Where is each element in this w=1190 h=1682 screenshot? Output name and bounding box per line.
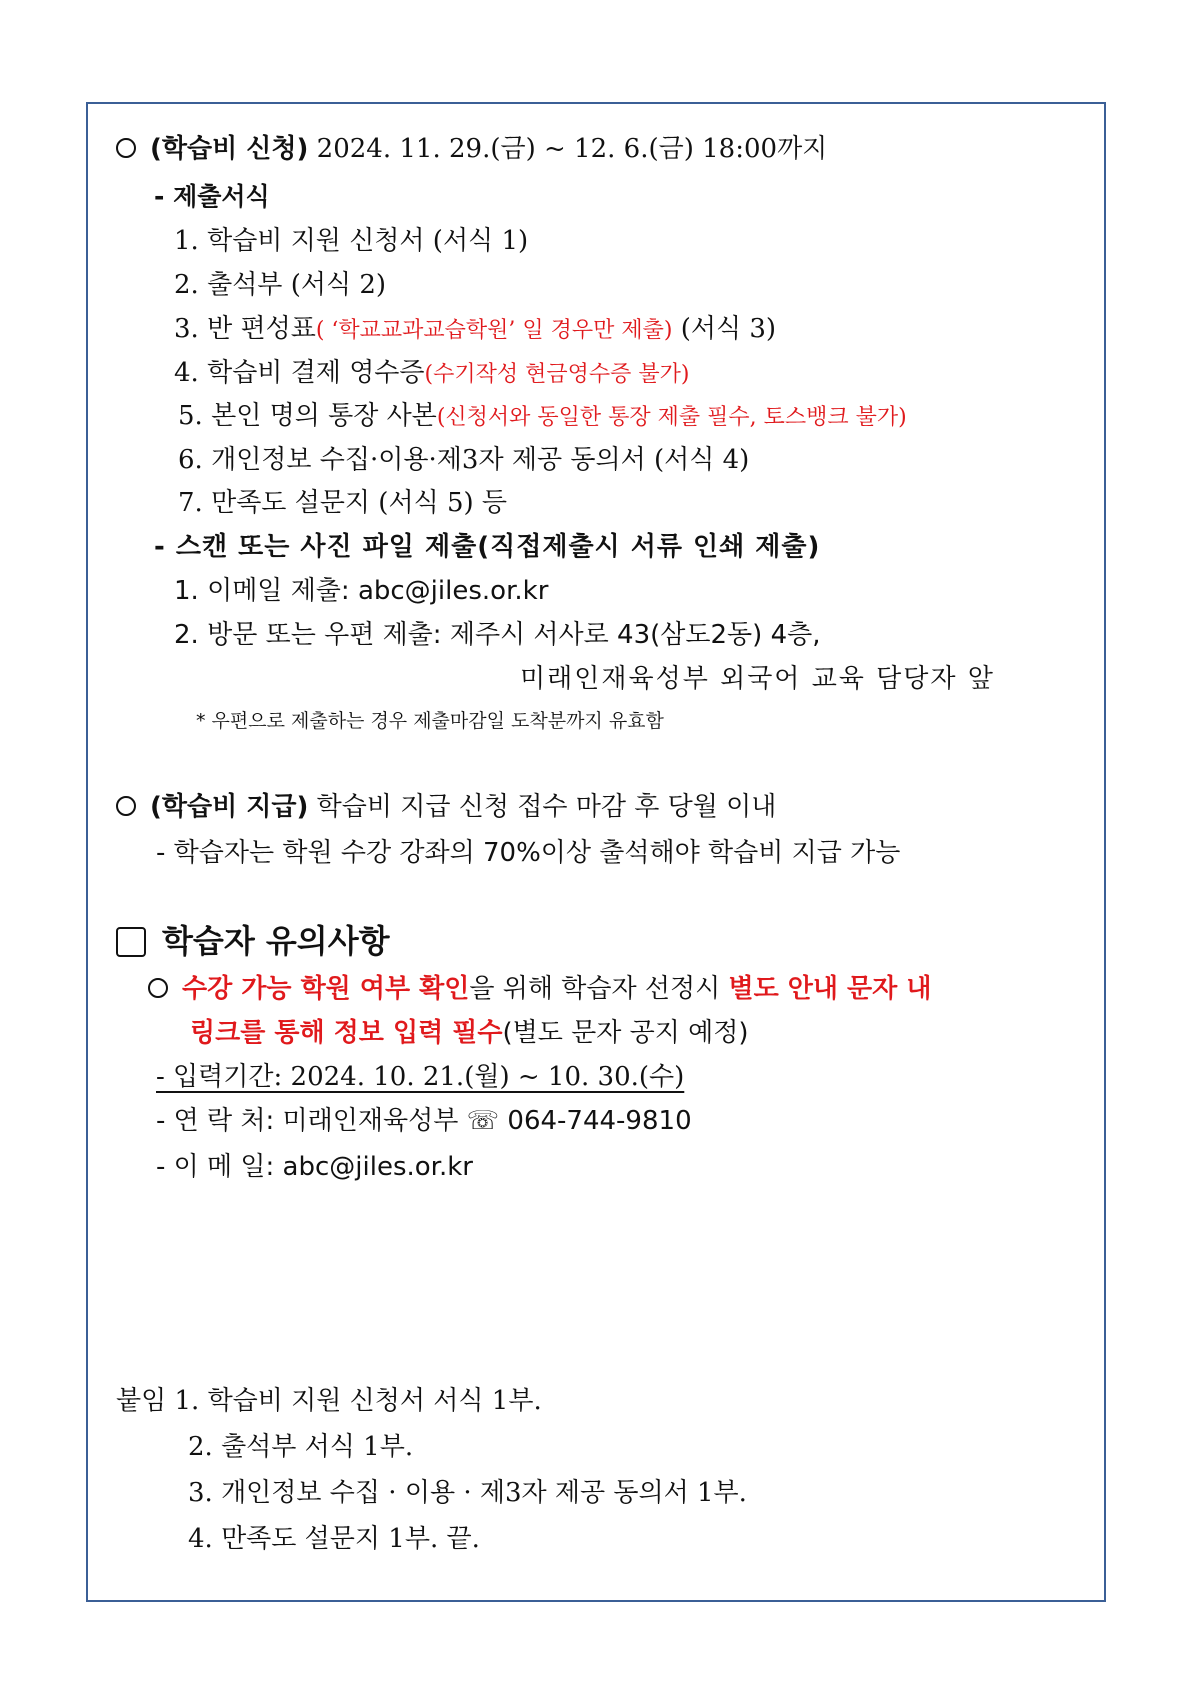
submit-text: 이메일 제출: abc@jiles.or.kr <box>207 576 549 606</box>
circle-bullet-icon <box>148 978 168 998</box>
circle-bullet-icon <box>116 138 136 158</box>
contact-label: - 연 락 처: 미래인재육성부 <box>156 1106 459 1136</box>
attachment-line <box>116 1384 542 1418</box>
form-note: ( ‘학교교과교습학원’ 일 경우만 제출) <box>315 318 673 343</box>
payment-line <box>116 790 776 824</box>
notice-red-3: 링크를 통해 정보 입력 필수 <box>190 1018 503 1048</box>
form-num: 7. <box>178 488 203 518</box>
attachment-item: 1. 학습비 지원 신청서 서식 1부. <box>174 1386 542 1416</box>
form-text: 학습비 결제 영수증 <box>207 358 425 388</box>
submit-item <box>174 618 821 652</box>
submit-text: 방문 또는 우편 제출: 제주시 서사로 43(삼도2동) 4층, <box>207 620 821 650</box>
form-num: 2. <box>174 270 199 300</box>
notice-red-1: 수강 가능 학원 여부 확인 <box>182 974 470 1004</box>
form-item <box>174 312 776 348</box>
circle-bullet-icon <box>116 796 136 816</box>
form-text: 출석부 (서식 2) <box>207 270 387 300</box>
form-note: (수기작성 현금영수증 불가) <box>424 362 690 387</box>
form-item <box>178 486 507 520</box>
forms-title: - 제출서식 <box>154 182 270 211</box>
submit-title: - 스캔 또는 사진 파일 제출(직접제출시 서류 인쇄 제출) <box>154 532 821 562</box>
apply-line <box>116 132 827 166</box>
form-num: 1. <box>174 226 199 256</box>
payment-heading: (학습비 지급) <box>150 792 309 822</box>
form-item <box>174 356 689 392</box>
form-text: 만족도 설문지 (서식 5) 등 <box>211 488 508 518</box>
form-note: (신청서와 동일한 통장 제출 필수, 토스뱅크 불가) <box>436 405 907 430</box>
email-line: - 이 메 일: abc@jiles.or.kr <box>156 1152 473 1182</box>
attachment-label: 붙임 <box>116 1386 167 1416</box>
form-text: 본인 명의 통장 사본 <box>211 401 437 431</box>
notice-title-line <box>116 920 390 965</box>
form-num: 3. <box>174 314 199 344</box>
form-num: 5. <box>178 401 203 431</box>
phone-icon: ☏ <box>466 1106 500 1136</box>
notice-line-1 <box>148 972 931 1006</box>
submit-num: 2. <box>174 620 199 650</box>
form-item <box>178 443 749 477</box>
submit-num: 1. <box>174 576 199 606</box>
form-num: 4. <box>174 358 199 388</box>
input-period <box>156 1060 684 1094</box>
form-text: 개인정보 수집·이용·제3자 제공 동의서 (서식 4) <box>211 445 750 475</box>
form-num: 6. <box>178 445 203 475</box>
form-item <box>178 399 907 435</box>
form-suffix: (서식 3) <box>672 314 777 344</box>
mail-footnote: * 우편으로 제출하는 경우 제출마감일 도착분까지 유효함 <box>196 710 664 732</box>
payment-condition: - 학습자는 학원 수강 강좌의 70%이상 출석해야 학습비 지급 가능 <box>156 838 901 868</box>
submit-item <box>174 574 548 608</box>
notice-title: 학습자 유의사항 <box>162 922 390 960</box>
apply-period: 2024. 11. 29.(금) ~ 12. 6.(금) 18:00까지 <box>308 134 828 164</box>
attachment-item: 3. 개인정보 수집 · 이용 · 제3자 제공 동의서 1부. <box>188 1478 747 1508</box>
notice-black-1: 을 위해 학습자 선정시 <box>469 974 729 1004</box>
notice-black-2: (별도 문자 공지 예정) <box>502 1018 749 1048</box>
form-item <box>174 268 386 302</box>
form-item <box>174 224 528 258</box>
form-text: 학습비 지원 신청서 (서식 1) <box>207 226 529 256</box>
input-period-text: - 입력기간: 2024. 10. 21.(월) ~ 10. 30.(수) <box>156 1062 685 1092</box>
address-line-2: 미래인재육성부 외국어 교육 담당자 앞 <box>520 664 995 694</box>
checkbox-square-icon <box>116 927 146 957</box>
payment-text: 학습비 지급 신청 접수 마감 후 당월 이내 <box>308 792 777 822</box>
contact-line <box>156 1104 692 1138</box>
phone-number: 064-744-9810 <box>499 1106 692 1136</box>
apply-heading: (학습비 신청) <box>150 134 309 164</box>
attachment-item: 4. 만족도 설문지 1부. 끝. <box>188 1524 480 1554</box>
notice-line-2 <box>190 1016 749 1050</box>
attachment-item: 2. 출석부 서식 1부. <box>188 1432 414 1462</box>
notice-red-2: 별도 안내 문자 내 <box>728 974 932 1004</box>
form-text: 반 편성표 <box>207 314 316 344</box>
